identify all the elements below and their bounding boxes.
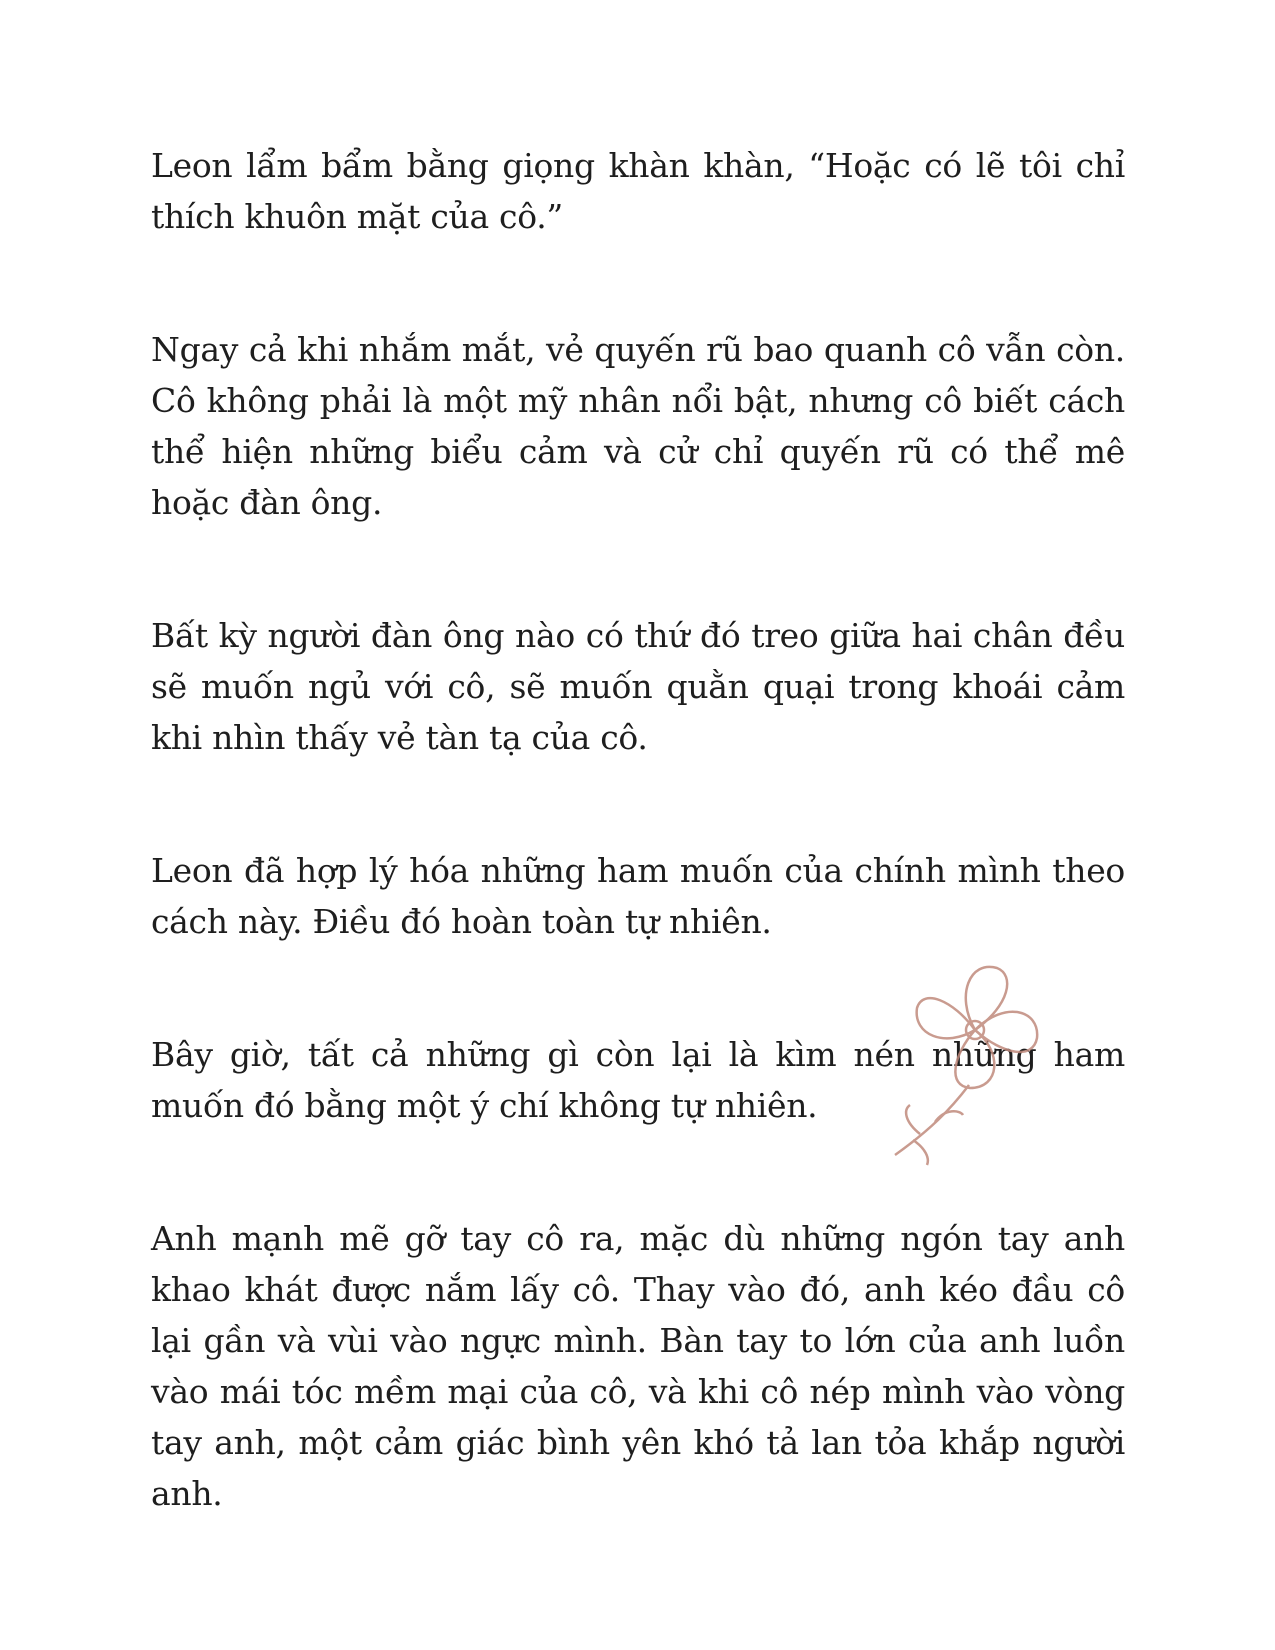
paragraph-4: Leon đã hợp lý hóa những ham muốn của chính mình theo cách này. Điều đó hoàn toàn tự nhiên. [151,851,1125,941]
paragraph-3: Bất kỳ người đàn ông nào có thứ đó treo giữa hai chân đều sẽ muốn ngủ với cô, sẽ muốn quằn quại trong khoái cảm khi nhìn thấy vẻ tàn tạ của cô. [151,616,1125,757]
text-column [151,140,1125,1601]
paragraph-1: Leon lẩm bẩm bằng giọng khàn khàn, “Hoặc có lẽ tôi chỉ thích khuôn mặt của cô.” [151,146,1125,236]
paragraph-5: Bây giờ, tất cả những gì còn lại là kìm nén những ham muốn đó bằng một ý chí không tự nhiên. [151,1035,1125,1125]
paragraph-2: Ngay cả khi nhắm mắt, vẻ quyến rũ bao quanh cô vẫn còn. Cô không phải là một mỹ nhân nổi bật, nhưng cô biết cách thể hiện những biểu cảm và cử chỉ quyến rũ có thể mê hoặc đàn ông. [151,330,1125,522]
paragraph-6: Anh mạnh mẽ gỡ tay cô ra, mặc dù những ngón tay anh khao khát được nắm lấy cô. Thay vào đó, anh kéo đầu cô lại gần và vùi vào ngực mình. Bàn tay to lớn của anh luồn vào mái tóc mềm mại của cô, và khi cô nép mình vào vòng tay anh, một cảm giác bình yên khó tả lan tỏa khắp người anh. [151,1219,1125,1513]
